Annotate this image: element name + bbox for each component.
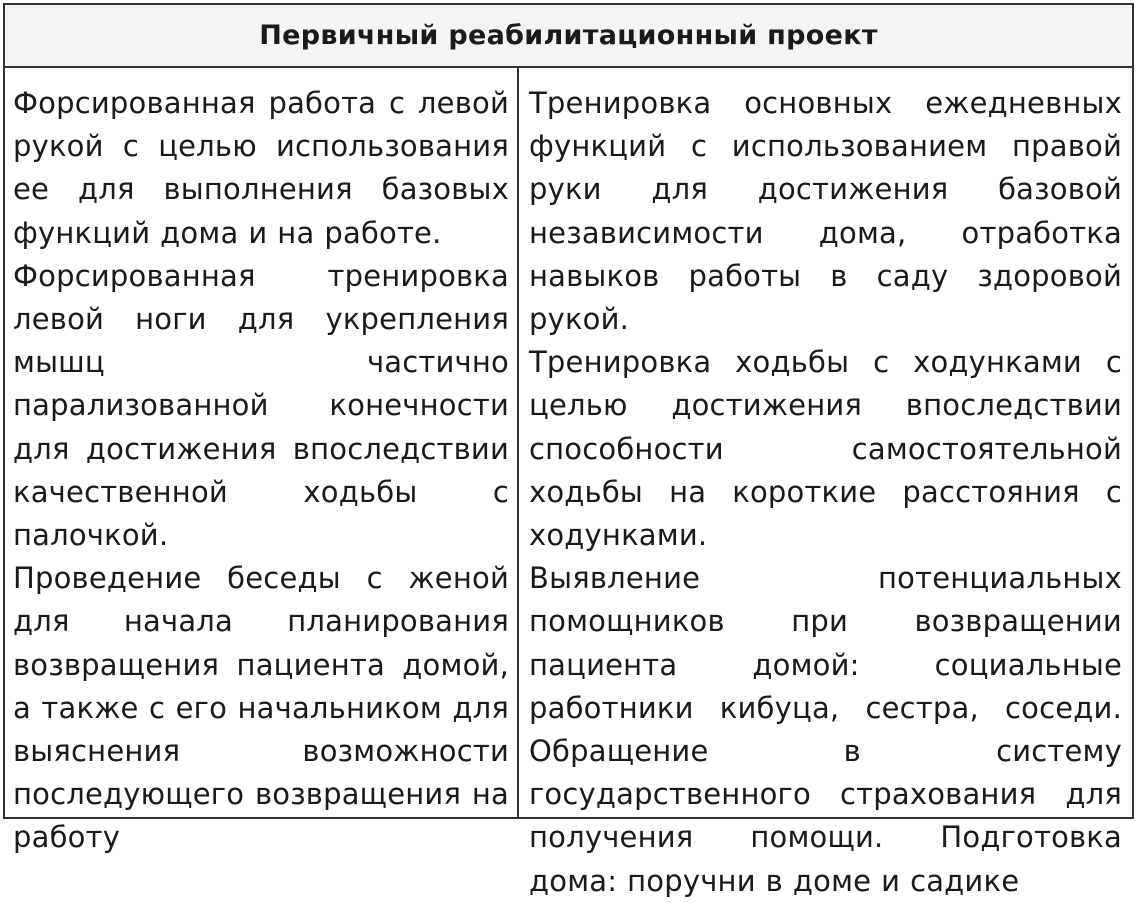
table-title: Первичный реабилитационный проект xyxy=(259,20,878,51)
right-column xyxy=(519,68,1132,898)
rehabilitation-table xyxy=(3,3,1134,898)
left-item-3-text: Проведение беседы с женой для начала планирования возвращения пациента домой, а также с его начальником для выяснения возможности последующего возвращения на работу xyxy=(13,561,509,855)
left-item-3 xyxy=(13,557,509,859)
left-item-1-text: Форсированная работа с левой рукой с целью использования ее для выполнения базовых функций дома и на работе. xyxy=(13,86,509,250)
left-item-1 xyxy=(13,82,509,255)
right-item-1-text: Тренировка основных ежедневных функций с использованием правой руки для достижения базовой независимости дома, отработка навыков работы в саду здоровой рукой. xyxy=(529,86,1122,337)
table-body-row xyxy=(5,68,1132,898)
left-item-2 xyxy=(13,255,509,557)
left-item-2-text: Форсированная тренировка левой ноги для укрепления мышц частично парализованной конечности для достижения впоследствии качественной ходьбы с палочкой. xyxy=(13,258,509,553)
right-item-1 xyxy=(529,82,1122,341)
table-header xyxy=(5,5,1132,68)
right-item-2-text: Тренировка ходьбы с ходунками с целью достижения впоследствии способности самостоятельной ходьбы на короткие расстояния с ходунками. xyxy=(529,345,1122,553)
right-item-3 xyxy=(529,557,1122,903)
left-column xyxy=(5,68,519,855)
right-item-2 xyxy=(529,341,1122,557)
right-item-3-text: Выявление потенциальных помощников при возвращении пациента домой: социальные работники кибуца, сестра, соседи. Обращение в систему государственного страхования для получения помощи. Подготовка дома: поручни в доме и садике xyxy=(529,561,1122,898)
